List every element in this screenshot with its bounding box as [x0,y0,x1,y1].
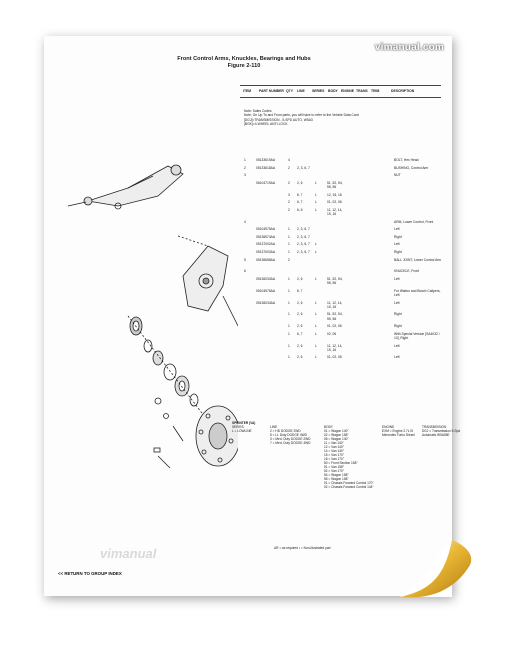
cell-desc: Left [394,355,400,360]
cell-body: 51, 52, 54, 55, 56 [327,180,343,189]
legend-body-item: 01 = Chassis Forward Control 170" [324,481,374,485]
cell-line: 2, 3, 6, 7 [297,234,310,239]
cell-part: 05133619AA [256,158,276,162]
cell-item: 4 [244,219,246,224]
cell-qty: 1 [288,312,290,317]
cell-line: 2, 3, 6, 7 [297,242,310,247]
cell-part: 05104576AA [256,288,276,293]
cell-desc: BALL JOINT, Lower Control Arm [394,257,442,262]
cell-body: 01, 02, 06 [327,324,342,329]
cell-desc: Right [394,250,402,254]
note-line: Note: On Up To and From parts, you will have to refer to the Vehicle Data Card [244,113,359,118]
legend-body-item: 15 = Van 170" [324,453,344,457]
legend-engine-item: Mercedes Turbo Diesel [382,433,415,437]
cell-series: L [315,300,317,305]
cell-desc: Right [394,324,402,329]
legend-trans-head: TRANSMISSION [422,425,447,429]
cell-desc: For Wabco and Bosch Calipers, Left [394,288,441,297]
legend-body-item: 51 = Van 158" [324,465,344,469]
cell-desc: BOLT, Hex Head [394,158,419,162]
col-engine: ENGINE [341,89,354,93]
legend-trans [422,425,472,437]
col-body: BODY [328,89,338,93]
cell-qty: 2 [288,257,290,262]
cell-desc: Left [394,242,400,247]
legend-body-item: 06 = Wagon 140" [324,437,349,441]
cell-series: L [315,192,317,197]
cell-body: 11, 12, 14, 15, 16 [327,343,343,352]
legend-body-item: 02 = Wagon 158" [324,433,349,437]
cell-item: 5 [244,257,246,262]
cell-series: L [315,250,317,254]
cell-desc: Left [394,277,400,281]
cell-body: 11, 12, 14, 15, 16 [327,207,343,216]
legend-line-item: 7 = Med. Duty DODGE 4WD [270,441,311,445]
cell-body: 01, 02, 06 [327,200,342,205]
col-part-number: PART NUMBER [259,89,284,93]
cell-qty: 4 [288,158,290,162]
cell-item: 1 [244,158,246,162]
cell-desc: Right [394,234,402,239]
cell-line: 2, 6 [297,324,303,329]
legend-series-item: L = LOWLINE [232,429,252,433]
legend-trans-item: Automatic W5A580 [422,433,450,437]
cell-series: L [315,242,317,247]
footer-note: AR = as required • = Non-illustrated part [274,546,331,550]
bottom-watermark: vimanual [100,546,157,561]
cell-part: 05136658AA [256,257,276,262]
cell-qty: 1 [288,288,290,293]
col-qty: QTY [286,89,293,93]
cell-qty: 1 [288,343,290,348]
legend-body-item: 01 = Wagon 140" [324,429,349,433]
cell-series: L [315,324,317,329]
cell-part: 05136034AA [256,300,276,305]
cell-line: 2, 6 [297,312,303,317]
cell-qty: 1 [288,331,290,336]
cell-desc: KNUCKLE, Front [394,269,420,274]
cell-line: 2, 6 [297,300,303,305]
cell-line: 2, 6 [297,343,303,348]
cell-series: L [315,200,317,205]
cell-qty: 2 [288,165,290,170]
cell-body: 01, 02, 06 [327,355,342,360]
legend-series-head: SERIES [232,425,244,429]
cell-qty: 1 [288,250,290,254]
cell-qty: 3 [288,192,290,197]
col-description: DESCRIPTION [391,89,415,93]
cell-qty: 1 [288,277,290,281]
cell-desc: Left [394,343,400,348]
title-line-2: Figure 2-110 [227,63,261,69]
cell-item: 6 [244,269,246,274]
legend-series [232,421,255,433]
legend-engine [382,425,415,437]
cell-line: 6, 7 [297,200,303,205]
cell-line: 2, 6 [297,355,303,360]
cell-qty: 2 [288,207,290,212]
cell-series: L [315,207,317,212]
legend-body [324,425,379,489]
cell-qty: 1 [288,355,290,360]
cell-series: L [315,331,317,336]
cell-line: 2, 6 [297,277,303,281]
cell-desc: Left [394,300,400,305]
legend-body-item: 54 = Wagon 158" [324,473,349,477]
return-to-group-index-link[interactable]: << RETURN TO GROUP INDEX [58,571,122,576]
cell-line: 6, 7 [297,288,303,293]
cell-body: 12, 15, 16 [327,192,342,197]
cell-item: 2 [244,165,246,170]
cell-qty: 1 [288,227,290,232]
legend-title: SPRINTER (VA) [232,421,256,425]
legend-body-item: 55 = Wagon 158" [324,477,349,481]
cell-part: 05133618AA [256,165,276,170]
cell-body: 02, 06 [327,331,337,336]
watermark-top: vimanual.com [374,42,444,53]
legend-line-item: 6 = Lt. Duty DODGE 4WD [270,433,307,437]
cell-qty: 1 [288,300,290,305]
col-series: SERIES [312,89,325,93]
cell-line: 2, 3, 6, 7 [297,165,310,170]
cell-line: 6, 6 [297,207,303,212]
col-trim: TRIM [371,89,380,93]
legend-body-item: 16 = Van 170" [324,457,344,461]
cell-qty: 1 [288,324,290,329]
cell-series: L [315,343,317,348]
cell-qty: 1 [288,242,290,247]
cell-line: 2, 3, 6, 7 [297,250,310,254]
cell-line: 6, 7 [297,331,303,336]
cell-desc: ARM, Lower Control, Front [394,219,434,224]
cell-line: 6, 7 [297,192,303,197]
legend-engine-item: EXM = Engine 2.7L I5 [382,429,413,433]
legend-body-item: 52 = Van 170" [324,469,344,473]
legend-body-item: 11 = Van 140" [324,441,344,445]
cell-part: 05137003AA [256,250,276,254]
cell-body: 51, 52, 54, 55, 56 [327,277,343,286]
legend-engine-head: ENGINE [382,425,395,429]
cell-qty: 2 [288,180,290,185]
cell-body: 51, 52, 54, 55, 56 [327,312,343,321]
col-item: ITEM [243,89,252,93]
cell-part: 05104575AA [256,227,276,232]
legend-body-head: BODY [324,425,334,429]
cell-series: L [315,355,317,360]
cell-line: 2, 6 [297,180,303,185]
legend-line-head: LINE [270,425,278,429]
legend-body-item: 02 = Chassis Forward Control 144" [324,485,374,489]
cell-desc: With Special Version [SA4032 / 10], Right [394,331,440,340]
cell-line: 2, 3, 6, 7 [297,227,310,232]
cell-desc: Right [394,312,402,317]
cell-desc: NUT [394,173,401,178]
cell-series: L [315,277,317,281]
manual-page [44,36,461,596]
legend-trans-item: DGJ = Transmission 5-Spd [422,429,461,433]
col-line: LINE [297,89,305,93]
col-trans: TRANS [356,89,368,93]
legend-line-item: 2 = HD DODGE 2WD [270,429,301,433]
cell-desc: BUSHING, Control Arm [394,165,429,170]
legend-line [270,425,310,445]
cell-qty: 2 [288,200,290,205]
cell-series: L [315,312,317,317]
cell-part: 05136574AA [256,234,276,239]
legend-body-item: 12 = Van 140" [324,445,344,449]
cell-series: L [315,180,317,185]
cell-qty: 1 [288,234,290,239]
cell-part: 05137002AA [256,242,276,247]
note-line: Note: Sales Codes [244,109,272,113]
legend-line-item: 3 = Med. Duty DODGE 2WD [270,437,311,441]
cell-body: 11, 12, 14, 15, 16 [327,300,343,309]
note-line: [BGK]=4-WHEEL ANTI-LOCK [244,121,288,126]
cell-item: 3 [244,173,246,178]
legend-body-item: 50 = Front Section 158" [324,461,358,465]
legend-body-item: 14 = Van 140" [324,449,344,453]
cell-part: 06104719AA [256,180,276,185]
cell-part: 05136033AA [256,277,276,281]
parts-table [44,36,452,596]
note-line: [DGJ]=TRANSMISSION - 5-SPD AUTO, W5A3 [244,117,313,122]
title-line-1: Front Control Arms, Knuckles, Bearings and Hubs [177,56,311,62]
cell-desc: Left [394,227,400,232]
